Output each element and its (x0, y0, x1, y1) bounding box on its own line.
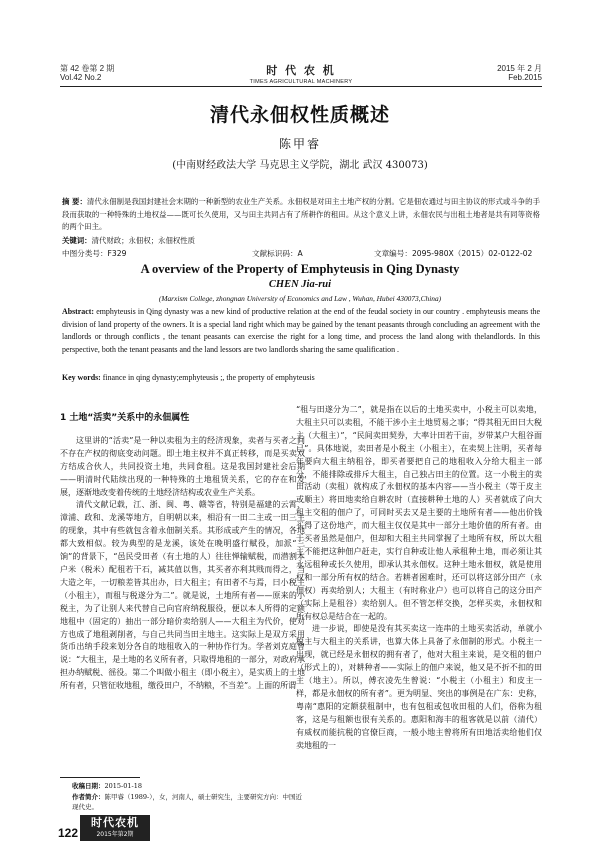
abstract-cn (62, 196, 540, 234)
body-column-right (296, 404, 542, 752)
abstract-en (62, 306, 540, 356)
keywords-cn (62, 235, 540, 246)
journal-name-cn: 时 代 农 机 (266, 64, 336, 77)
english-title: A overview of the Property of Emphyteusis in Qing Dynasty (140, 262, 460, 276)
footnote (72, 781, 304, 813)
keywords-en-text: finance in qing dynasty;emphyteusis ;, the property of emphyteusis (100, 373, 315, 382)
keywords-en-label: Key words: (62, 373, 101, 382)
body-paragraph: 清代文献记载，江、浙、闽、粤、赣等省，特别是福建的云霄、漳浦、政和、龙溪等地方，自明朝以来，相沿有一田二主或一田三主的现象，其中有些就包含着永佃制关系。其形成或产生的情况，各地都大致相似。较为典型的是龙溪，该处在晚明盛行赋役，加派“三饷”的背景下，“邑民受田者（有土地的人）往往惮输赋税，而潜割本户米（税米）配租若干石，减其值以售，其买者亦利其贱而得之，当大造之年，一切粮差皆其出办，曰大租主；有田者不与焉，曰小税主（小租主），而租与税遂分为二”。就是说，土地所有者——原来的小税主，为了让别人来代替自己向官府纳税服役，便以本人所得的定额地租中（固定的）抽出一部分暗价卖给别人——大租主为代价，使对方也成了地租剥削者，与自己共同当田主地主。这实际上是双方采用货币出纳手段来划分各自的地租收入的一种协作行为。学者刘克庭曾说：“大租主，是土地的名义所有者，只取得地租的一部分，对政府承担办纳赋税、徭役。第二个叫做小租主（即小税主），是实质上的土地所有者，只管征收地租，缴役田户，不纳粮，不当差”。上面的所谓 (60, 500, 305, 691)
volume-cn: 第 42 卷第 2 期 (60, 64, 115, 73)
body-paragraph: “租与田遂分为二”，就是指在以后的土地买卖中，小税主可以卖地，大租主只可以卖租，不能干涉小主土地贸易之事；“得其租无田曰大税主（大租主）”，“民间卖田契券，大率计田若干亩，岁带某户大租谷面已”。具体地说，卖田者是小税主（小租主），在卖契上注明，买者每年要向大租主纳租谷，即买者要把自己的地租收入分给大租主一部分，不能排除或排斥大租主，自己独占田主的位置。这一小税主的卖田活动（卖租）就构成了永佃权的基本内容——当小税主（等于皮主或顺主）将田地卖给自耕农时（直接耕种土地的人）买者就成了向大租主交租的佃户了，可同时买去又是主要的土地所有者——他出价钱买得了这份地产，而大租主仅仅是其中一部分土地价值的所有者。由于买者虽然是佃户，但却和大租主共同掌握了土地所有权，所以大租主不能把这种佃户赶走，实行自种或让他人承租种土地，而必须让其永远租种或长久使用，即承认其永佃权。这种土地永佃权，就是使用权和一部分所有权的结合。若耕者困难时，还可以将这部分田产（永佃权）再卖给别人；大租主（有时称业户）也可以将自己的这分田产（实际上是租谷）卖给别人。但不管怎样交换，怎样买卖，永佃权和所有权总是结合在一起的。 (296, 405, 542, 621)
magazine-logo-issue: 2015年第2期 (96, 831, 134, 838)
author-bio-label: 作者简介： (72, 792, 105, 801)
clc-number: 中图分类号：F329 (62, 249, 127, 258)
magazine-logo-name: 时代农机 (91, 816, 139, 829)
document-code: 文献标识码：A (252, 249, 303, 258)
running-header (60, 64, 542, 84)
body-column-left (60, 412, 305, 693)
received-value: 2015-01-18 (104, 782, 142, 790)
english-author: CHEN Jia-rui (268, 279, 332, 290)
section-heading: 1 土地“活卖”关系中的永佃属性 (60, 413, 190, 423)
header-rule (60, 86, 542, 87)
body-paragraph: 进一步说，即使是没有其买卖这一连串的土地买卖活动，单就小税主与大租主的关系讲，也算大体上具备了永佃制的形式。小税主一出现，就已经是永佃权的拥有者了，他对大租主来说，是交租的佃户（形式上的），对耕种者——实际上的佃户来说，他又是不折不扣的田主（地主）。所以，傅衣凌先生曾说：“小税主（小租主）和皮主一样，都是永佃权的所有者”。更为明显、突出的事例是在广东：史称，粤南“惠阳的定额获租制中，也有包租或包收田租的人们，俗称为租客，这是与租额也很有关系的。惠阳和海丰的租客就是以前（清代）有威权而能抗税的官僚巨商，一般小地主曾将所有田地活卖给他们仅卖地租的一 (296, 624, 542, 750)
author-bio-text: 陈甲睿（1989-），女，河南人，硕士研究生，主要研究方向：中国近现代史。 (72, 792, 302, 811)
volume-en: Vol.42 No.2 (60, 73, 102, 82)
abstract-en-label: Abstract: (62, 307, 94, 316)
issue-date (497, 64, 542, 82)
body-paragraph: 这里讲的“活卖”是一种以卖租为主的经济现象，卖者与买者之间不存在产权的彻底变动问题。即土地主权并不真正转移，而是买卖双方结成合伙人，共同投资土地，共同食租。这是我国封建社会后期——明清时代陆续出现的一种特殊的土地租赁关系，它的存在和发展，逐渐地改变着传统的土地经济结构或农业生产关系。 (60, 435, 305, 497)
keywords-cn-label: 关键词： (62, 236, 92, 245)
article-title: 清代永佃权性质概述 (209, 104, 390, 126)
author-affiliation: (中南财经政法大学 马克思主义学院，湖北 武汉 430073) (172, 160, 428, 171)
abstract-cn-text: 清代永佃制是我国封建社会末期的一种新型的农业生产关系。永佃权是对田主土地产权的分割。它是佃农通过与田主协议的形式或斗争的手段而获取的一种特殊的土地权益——既可长久使用，又与田主共同占有了所耕作的租田。从这个意义上讲，永佃农民与出租土地者是共有同等资格的两个田主。 (62, 197, 540, 231)
author-name: 陈甲睿 (278, 137, 321, 151)
journal-name (60, 62, 542, 85)
footnote-rule (60, 777, 140, 778)
received-date (72, 781, 304, 792)
abstract-en-text: emphyteusis in Qing dynasty was a new kind of productive relation at the end of the feudal society in our country . emphyteusis means the division of land property of the owners. It is a special land right which may be gained by the tenant peasants through concluding an agreement with the landlords or through conflicts , the tenant peasants can exercise the right for a long time, and process the land along with thelandlords. In this perspective, both the tenant peasants and the land lessors are two landlords sharing the same qualification . (62, 307, 540, 354)
author-bio (72, 792, 304, 813)
keywords-en (62, 373, 540, 382)
magazine-logo (80, 815, 150, 841)
abstract-cn-label: 摘 要： (62, 197, 87, 206)
received-label: 收稿日期： (72, 782, 105, 790)
date-cn: 2015 年 2 月 (497, 64, 542, 73)
journal-name-en: TIMES AGRICULTURAL MACHINERY (249, 79, 353, 85)
english-affiliation: (Marxism College, zhongnan University of Economics and Law , Wuhan, Hubei 430073,China) (158, 294, 442, 303)
keywords-cn-text: 清代财政；永佃权；永佃权性质 (91, 236, 196, 245)
article-number: 文章编号：2095-980X（2015）02-0122-02 (374, 249, 533, 258)
date-en: Feb.2015 (508, 73, 542, 82)
page-number: 122 (58, 826, 79, 840)
